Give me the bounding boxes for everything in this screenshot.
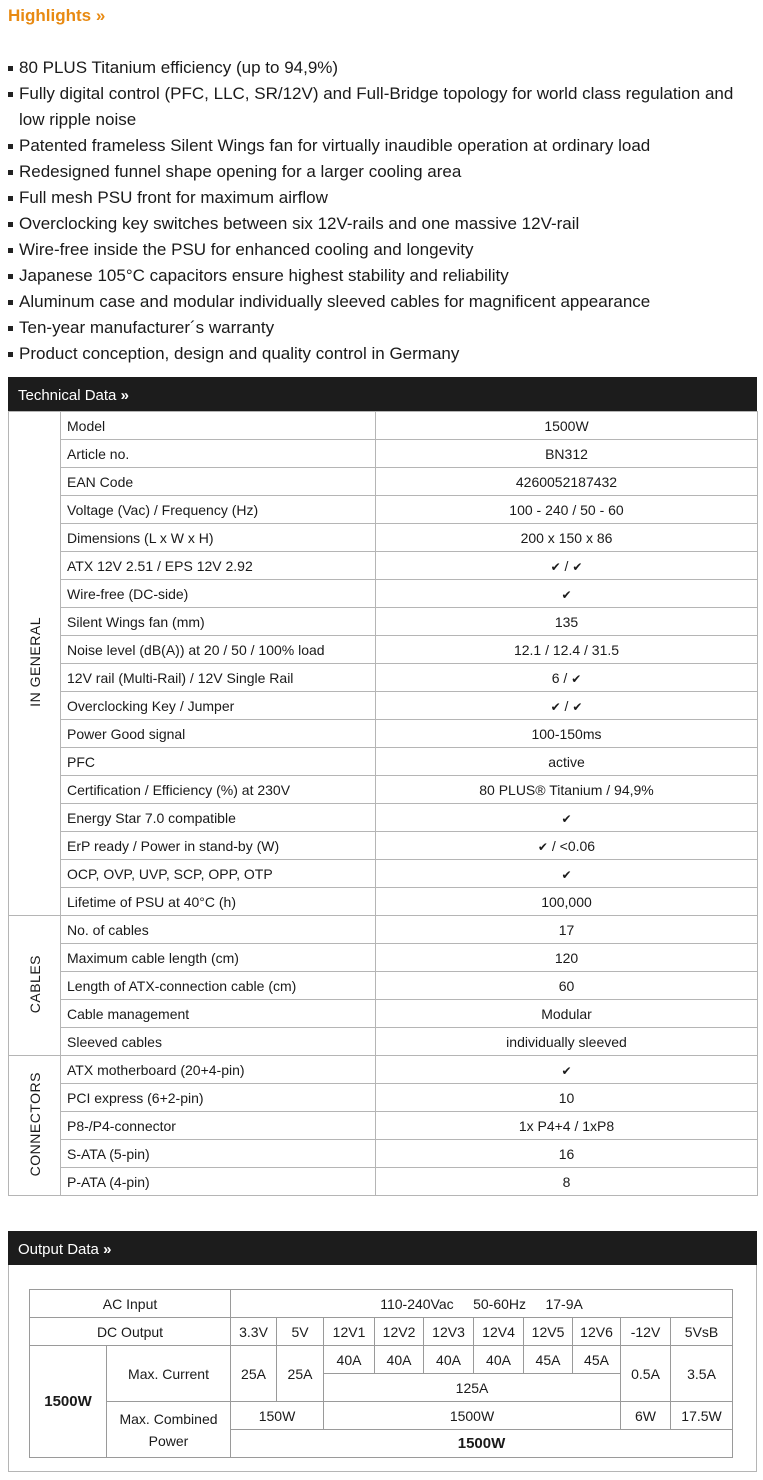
group-label-connectors: [9, 1056, 61, 1196]
combined-12v-current: 125A: [324, 1374, 621, 1402]
power-5vsb: 17.5W: [671, 1402, 733, 1430]
rail-header: 12V5: [524, 1318, 573, 1346]
highlight-item: Aluminum case and modular individually sleeved cables for magnificent appearance: [8, 289, 753, 315]
spec-label: Maximum cable length (cm): [61, 944, 376, 972]
spec-value: active: [376, 748, 758, 776]
spec-value: 1x P4+4 / 1xP8: [376, 1112, 758, 1140]
spec-value: BN312: [376, 440, 758, 468]
rail-header: 12V4: [474, 1318, 524, 1346]
spec-value: 17: [376, 916, 758, 944]
highlight-item: Patented frameless Silent Wings fan for virtually inaudible operation at ordinary load: [8, 133, 753, 159]
output-data-header: [8, 1231, 757, 1265]
rail-header: 12V3: [424, 1318, 474, 1346]
spec-value: [376, 580, 758, 608]
highlight-item: 80 PLUS Titanium efficiency (up to 94,9%): [8, 55, 753, 81]
table-row: [9, 1112, 758, 1140]
highlight-item: Overclocking key switches between six 12V-rails and one massive 12V-rail: [8, 211, 753, 237]
table-row: [9, 888, 758, 916]
table-row: [9, 776, 758, 804]
spec-value: 100,000: [376, 888, 758, 916]
power-minus-12v: 6W: [621, 1402, 671, 1430]
rail-header: 3.3V: [231, 1318, 277, 1346]
spec-value: ✔ / <0.06: [376, 832, 758, 860]
table-row: [9, 524, 758, 552]
spec-label: Wire-free (DC-side): [61, 580, 376, 608]
ac-input-value: 110-240Vac 50-60Hz 17-9A: [231, 1290, 733, 1318]
table-row: [9, 748, 758, 776]
highlight-item: Product conception, design and quality control in Germany: [8, 341, 753, 367]
spec-label: Voltage (Vac) / Frequency (Hz): [61, 496, 376, 524]
spec-label: P8-/P4-connector: [61, 1112, 376, 1140]
table-row: [9, 804, 758, 832]
power-total: 1500W: [231, 1430, 733, 1458]
table-row: [9, 1084, 758, 1112]
spec-value: 4260052187432: [376, 468, 758, 496]
current-minus-12v: 0.5A: [621, 1346, 671, 1402]
highlight-item: Ten-year manufacturer´s warranty: [8, 315, 753, 341]
spec-label: Power Good signal: [61, 720, 376, 748]
spec-label: Energy Star 7.0 compatible: [61, 804, 376, 832]
spec-value: Modular: [376, 1000, 758, 1028]
spec-label: Article no.: [61, 440, 376, 468]
spec-label: Noise level (dB(A)) at 20 / 50 / 100% load: [61, 636, 376, 664]
table-row: [9, 720, 758, 748]
current-3-3v: 25A: [231, 1346, 277, 1402]
table-row: [9, 636, 758, 664]
table-row: [9, 972, 758, 1000]
checkmark-icon: ✔: [550, 559, 561, 574]
chevron-right-icon: »: [103, 1241, 112, 1258]
highlight-item: Japanese 105°C capacitors ensure highest stability and reliability: [8, 263, 753, 289]
spec-value: 60: [376, 972, 758, 1000]
spec-label: Certification / Efficiency (%) at 230V: [61, 776, 376, 804]
current-12v5: 45A: [524, 1346, 573, 1374]
group-label-text: CONNECTORS: [26, 1071, 43, 1177]
spec-value: 135: [376, 608, 758, 636]
output-model: 1500W: [30, 1346, 107, 1458]
current-5v: 25A: [277, 1346, 324, 1402]
technical-data-header: [8, 377, 757, 411]
spec-label: ATX motherboard (20+4-pin): [61, 1056, 376, 1084]
table-row: [9, 1168, 758, 1196]
table-row: [9, 832, 758, 860]
table-row: [9, 944, 758, 972]
table-row: [9, 496, 758, 524]
rail-header: -12V: [621, 1318, 671, 1346]
spec-label: ATX 12V 2.51 / EPS 12V 2.92: [61, 552, 376, 580]
table-row: [9, 1000, 758, 1028]
spec-label: PCI express (6+2-pin): [61, 1084, 376, 1112]
max-current-label: Max. Current: [107, 1346, 231, 1402]
output-data-table: [29, 1289, 733, 1458]
spec-value: individually sleeved: [376, 1028, 758, 1056]
highlight-item: Fully digital control (PFC, LLC, SR/12V) and Full-Bridge topology for world class regulation and low ripple noise: [8, 81, 753, 133]
spec-value: 1500W: [376, 412, 758, 440]
table-row: [9, 440, 758, 468]
spec-value: 16: [376, 1140, 758, 1168]
checkmark-icon: ✔: [550, 699, 561, 714]
current-12v1: 40A: [324, 1346, 375, 1374]
table-row: [9, 1028, 758, 1056]
technical-data-title: Technical Data: [18, 387, 117, 404]
spec-value: 200 x 150 x 86: [376, 524, 758, 552]
current-12v4: 40A: [474, 1346, 524, 1374]
spec-value: 100 - 240 / 50 - 60: [376, 496, 758, 524]
checkmark-icon: ✔: [572, 559, 583, 574]
spec-value: 120: [376, 944, 758, 972]
chevron-right-icon: »: [120, 387, 129, 404]
table-row: [9, 468, 758, 496]
group-label-general: [9, 412, 61, 916]
spec-label: S-ATA (5-pin): [61, 1140, 376, 1168]
spec-label: P-ATA (4-pin): [61, 1168, 376, 1196]
rail-header: 5VsB: [671, 1318, 733, 1346]
spec-label: Sleeved cables: [61, 1028, 376, 1056]
group-label-cables: [9, 916, 61, 1056]
current-12v3: 40A: [424, 1346, 474, 1374]
spec-label: Length of ATX-connection cable (cm): [61, 972, 376, 1000]
spec-label: EAN Code: [61, 468, 376, 496]
power-3-3v-5v: 150W: [231, 1402, 324, 1430]
spec-label: Lifetime of PSU at 40°C (h): [61, 888, 376, 916]
table-row: [9, 552, 758, 580]
highlight-item: Wire-free inside the PSU for enhanced cooling and longevity: [8, 237, 753, 263]
rail-header: 12V6: [573, 1318, 621, 1346]
table-row: [9, 1056, 758, 1084]
checkmark-icon: ✔: [561, 1063, 572, 1078]
spec-value: 80 PLUS® Titanium / 94,9%: [376, 776, 758, 804]
highlight-item: Redesigned funnel shape opening for a larger cooling area: [8, 159, 753, 185]
spec-value: 6 / ✔: [376, 664, 758, 692]
power-12v: 1500W: [324, 1402, 621, 1430]
dc-output-label: DC Output: [30, 1318, 231, 1346]
rail-header: 12V2: [375, 1318, 424, 1346]
max-combined-power-label-line2: Power: [148, 1432, 189, 1449]
current-12v6: 45A: [573, 1346, 621, 1374]
spec-value: 100-150ms: [376, 720, 758, 748]
max-combined-power-label-line1: Max. Combined: [119, 1410, 218, 1427]
group-label-text: IN GENERAL: [26, 617, 43, 707]
spec-value: 12.1 / 12.4 / 31.5: [376, 636, 758, 664]
spec-value: [376, 860, 758, 888]
rail-header: 5V: [277, 1318, 324, 1346]
table-row: [9, 1140, 758, 1168]
table-row: [9, 608, 758, 636]
highlights-title: Highlights »: [8, 6, 106, 25]
table-row: [9, 412, 758, 440]
checkmark-icon: ✔: [561, 811, 572, 826]
spec-value: ✔ / ✔: [376, 552, 758, 580]
spec-label: PFC: [61, 748, 376, 776]
spec-label: Dimensions (L x W x H): [61, 524, 376, 552]
table-row: [9, 664, 758, 692]
spec-label: 12V rail (Multi-Rail) / 12V Single Rail: [61, 664, 376, 692]
technical-data-table: [8, 411, 758, 1196]
table-row: [9, 916, 758, 944]
spec-label: Overclocking Key / Jumper: [61, 692, 376, 720]
table-row: [9, 860, 758, 888]
spec-value: ✔ / ✔: [376, 692, 758, 720]
checkmark-icon: ✔: [537, 839, 548, 854]
max-combined-power-label: [107, 1402, 231, 1458]
spec-label: No. of cables: [61, 916, 376, 944]
spec-label: OCP, OVP, UVP, SCP, OPP, OTP: [61, 860, 376, 888]
spec-label: Silent Wings fan (mm): [61, 608, 376, 636]
spec-value: 8: [376, 1168, 758, 1196]
spec-label: Cable management: [61, 1000, 376, 1028]
current-12v2: 40A: [375, 1346, 424, 1374]
checkmark-icon: ✔: [561, 587, 572, 602]
spec-value: [376, 804, 758, 832]
rail-header: 12V1: [324, 1318, 375, 1346]
group-label-text: CABLES: [26, 954, 43, 1014]
spec-label: ErP ready / Power in stand-by (W): [61, 832, 376, 860]
ac-input-label: AC Input: [30, 1290, 231, 1318]
highlights-list: [8, 55, 753, 367]
checkmark-icon: ✔: [561, 867, 572, 882]
checkmark-icon: ✔: [571, 671, 582, 686]
current-5vsb: 3.5A: [671, 1346, 733, 1402]
checkmark-icon: ✔: [572, 699, 583, 714]
spec-value: [376, 1056, 758, 1084]
output-data-title: Output Data: [18, 1241, 99, 1258]
highlight-item: Full mesh PSU front for maximum airflow: [8, 185, 753, 211]
spec-value: 10: [376, 1084, 758, 1112]
table-row: [9, 580, 758, 608]
table-row: [9, 692, 758, 720]
spec-label: Model: [61, 412, 376, 440]
